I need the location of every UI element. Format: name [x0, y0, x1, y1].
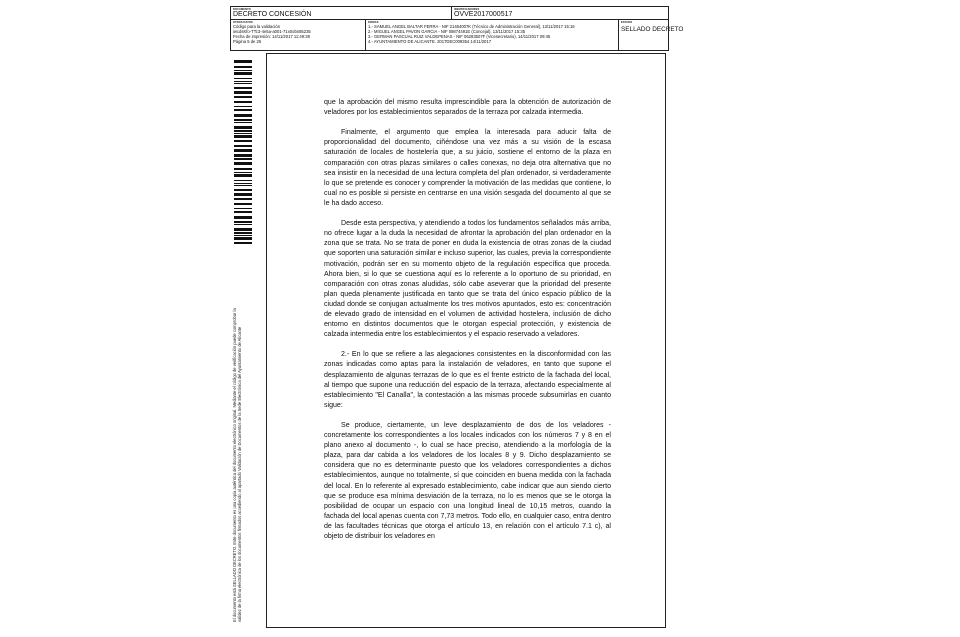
documento-cell	[231, 7, 451, 19]
header-row-bottom	[231, 20, 684, 50]
firma-line: 3.- GERMAN PASCUAL RUIZ VALDEPENAS - NIF 06283507F (Vicesecretario), 14/11/2017 09:45	[368, 33, 551, 39]
document-page	[266, 53, 666, 628]
firmas-lines	[368, 25, 575, 45]
identificadores-cell	[451, 7, 668, 19]
firma-line: 1.- SAMUEL ANGEL BALTAR FERRA - NIF 21464007K (Técnico de Administración General), 13/11/2017 15:16	[368, 24, 575, 29]
firmas-cell	[365, 20, 618, 50]
otros-line: iwcdsKfo-TTc3-4e5a-a001-71x0obn85235	[233, 28, 311, 34]
firmas-label: FIRMAS	[368, 21, 379, 24]
header-row-top	[231, 7, 668, 20]
side-note-line: validez de la firma electrónica de los documentos firmados accediendo al apartado Validación de Documentos de la Sede Electrónica del Ayuntamiento de Alicante	[237, 326, 242, 622]
estado-value: SELLADO DECRETO	[621, 26, 684, 33]
estado-cell	[618, 20, 684, 50]
otros-line: Código para la validación	[233, 24, 281, 29]
documento-value: DECRETO CONCESIÓN	[233, 11, 312, 18]
document-header-table	[230, 6, 684, 51]
verification-side-note	[232, 222, 242, 622]
firma-line: 2.- MIGUEL ANGEL PAVON GARCIA - NIF 08874491E (Concejal), 13/11/2017 15:35	[368, 28, 526, 34]
body-paragraph: 2.- En lo que se refiere a las alegaciones consistentes en la disconformidad con las zonas indicadas como aptas para la instalación de veladores, en tanto que supone el desplazamiento de algunas terrazas de lo que es el frente estricto de la fachada del local, al tiempo que supone una reducción del espacio de la terraza, afectando especialmente al establecimiento "El Canalla", la contestación a las mismas procede subsumirlas en cuanto sigue:	[324, 351, 611, 409]
barcode-image	[234, 60, 252, 246]
otros-datos-lines	[233, 25, 311, 45]
body-paragraph: Desde esta perspectiva, y atendiendo a todos los fundamentos señalados más arriba, no ofrece lugar a la duda la necesidad de afrontar la aprobación del plan ordenador en la zona que se trata. No se trata de poner en duda la existencia de otras zonas de la ciudad que soporten una saturación similar e incluso superior, las cuales, previa la correspondiente motivación, podrán ser en su momento objeto de la regulación específica que proceda. Ahora bien, si lo que se cuestiona aquí es lo referente a lo oportuno de su prioridad, en comparación con otras zonas aludidas, sólo cabe aseverar que la prioridad del presente plan queda plenamente justificada en tanto que se trata del único espacio público de la ciudad donde se conjugan actualmente los tres motivos apuntados, esto es: concentración de elevado grado de intensidad en el volumen de actividad hostelera, inclusión de dicho entorno en distintos documentos que le otorgan especial protección, y existencia de calzada intermedia entre los establecimientos y el espacio reservado a veladores.	[324, 220, 611, 339]
identificadores-label: IDENTIFICADORES	[454, 8, 480, 11]
body-paragraph: que la aprobación del mismo resulta imprescindible para la obtención de autorización de veladores por los establecimientos separados de la terraza por calzada intermedia.	[324, 99, 611, 117]
page-body-text	[324, 98, 611, 552]
documento-label: DOCUMENTO	[233, 8, 251, 11]
estado-label: ESTADO	[621, 21, 633, 24]
otros-line: Página 5 de 25	[233, 38, 262, 44]
firma-line: 4.- AYUNTAMIENTO DE ALICANTE. 2017DEC009354 14/11/2017	[368, 38, 492, 44]
body-paragraph: Se produce, ciertamente, un leve desplazamiento de dos de los veladores - concretamente los correspondientes a los locales indicados con los números 7 y 8 en el plano anexo al documento -, lo cual se hace preciso, atendiendo a la morfología de la plaza, para dar cabida a los veladores de los locales 8 y 9. Dicho desplazamiento se considera que no es determinante puesto que los veladores correspondientes a dichos establecimientos, aunque no totalmente, sí que coinciden en buena medida con la fachada del local. En lo referente al expresado establecimiento, cabe indicar que aun siendo cierto que se produce esa mínima desviación de la terraza, no lo es menos que se le otorga la posibilidad de ocupar un espacio con una longitud lineal de 10,15 metros, cuando la fachada del local apenas cuenta con 7,73 metros. Todo ello, en cualquier caso, entra dentro de las facultades técnicas que otorga el artículo 13, en relación con el artículo 7.1 c), al objeto de distribuir los veladores en	[324, 422, 611, 541]
side-note-line: El documento está SELLADO DECRETO. Este documento es una copia auténtica del documento electrónico original. Mediante el código de verificación puede comprobar la	[232, 308, 237, 622]
otros-datos-label: OTROS DATOS	[233, 21, 253, 24]
otros-line: Fecha de impresión: 14/11/2017 11:49:38	[233, 33, 310, 39]
otros-datos-cell	[231, 20, 365, 50]
identificadores-value: OVVE2017000517	[454, 11, 513, 18]
body-paragraph: Finalmente, el argumento que emplea la interesada para aducir falta de proporcionalidad del documento, ciñéndose una vez más a su visión de la escasa saturación de locales de hostelería que, a su juicio, sostiene el entorno de la plaza en comparación con otras plazas similares o calles conexas, no deja otra alternativa que no sea insistir en la necesidad de una lectura completa del plan ordenador, si verdaderamente lo que se pretende es conocer y comprender la motivación de las medidas que contiene, lo cual no es posible si persiste en centrarse en una visión sesgada del documento al que se le ha dado acceso.	[324, 129, 611, 207]
